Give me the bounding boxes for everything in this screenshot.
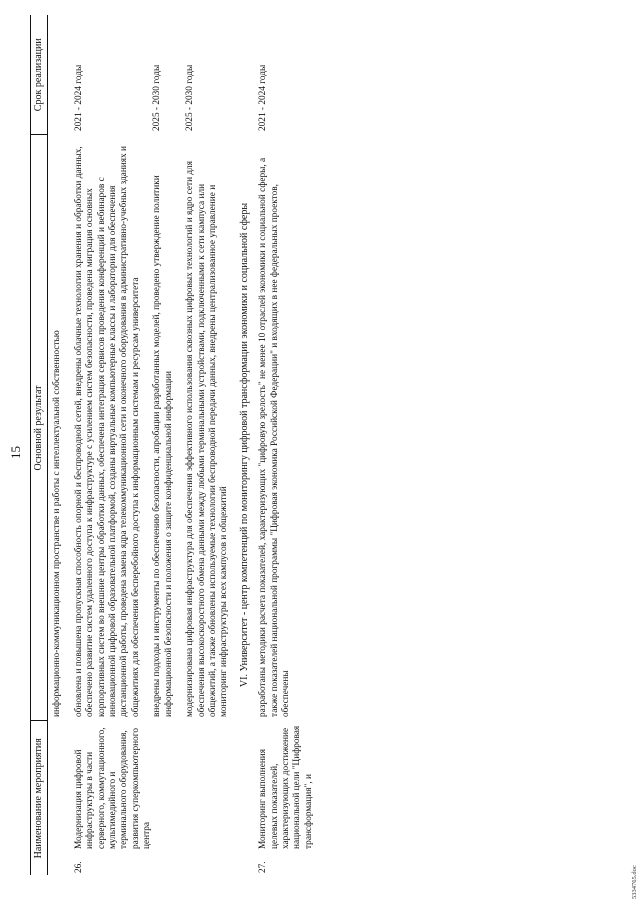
column-header-result: Основной результат <box>31 135 48 721</box>
page-number: 15 <box>8 446 23 459</box>
section-heading-row <box>237 15 254 875</box>
row-number: 26. <box>73 861 84 873</box>
period-cell: 2025 - 2030 годы <box>152 64 163 131</box>
file-name-footnote: 5334765.doc <box>631 865 638 899</box>
section-heading: VI. Университет - центр компетенций по мониторингу цифровой трансформации экономики и социальной сферы <box>238 202 250 688</box>
table-row <box>48 15 70 875</box>
result-cell: модернизирована цифровая инфраструктура для обеспечения эффективного использования сквозных цифровых технологий и ядро сети для обеспечения высокоскоростного обмена данными между любыми терминальными устройствами, подключенными к сети кампуса или общежитий, а также обновлены используемые технологии беспроводной передачи данных, внедрены централизованное управление и мониторинг инфраструктуры всех кампусов и общежитий <box>185 160 230 717</box>
result-cell: обновлена и повышена пропускная способность опорной и беспроводной сетей, внедрены облачные технологии хранения и обработки данных, обеспечено развитие систем удаленного доступа к инфраструктуре с усилением систем безопасности, проведена миграция основных корпоративных систем во внешние центры обработки данных, обеспечена интеграция сервисов проведения конференций и вебинаров с инновационной цифровой образовательной платформой, созданы виртуальные компьютерные классы и лаборатории для обеспечения дистанционной работы, проведена замена ядра телекоммуникационной сети и оконечного оборудования в административно-учебных зданиях и общежитиях для обеспечения бесперебойного доступа к информационным системам и ресурсам университета <box>73 146 141 717</box>
result-cell: информационно-коммуникационном пространстве и работы с интеллектуальной собственностью <box>52 330 63 717</box>
row-number: 27. <box>258 861 269 873</box>
table-row <box>254 15 321 875</box>
column-header-period: Срок реализации <box>31 15 48 135</box>
result-cell: внедрены подходы и инструменты по обеспечению безопасности, апробации разработанных моделей, проведено утверждение политики информационной безопасности и положения о защите конфиденциальной информации <box>152 175 174 717</box>
measure-name-cell: Мониторинг выполнения целевых показателей, характеризующих достижение национальной цели "Цифровая трансформация", и <box>258 725 314 849</box>
table-header-row <box>31 15 48 875</box>
result-cell: разработаны методики расчета показателей, характеризующих "цифровую зрелость" не менее 10 отраслей экономики и социальной сферы, а также показателей национальной программы "Цифровая экономика Российской Федерации" и входящих в нее федеральных проектов, обеспечены <box>258 157 291 717</box>
measures-table <box>30 15 321 875</box>
period-cell: 2021 - 2024 годы <box>258 64 269 131</box>
column-header-name: Наименование мероприятия <box>31 721 48 875</box>
measure-name-cell: Модернизация цифровой инфраструктуры в части серверного, коммутационного, мультимедийного и терминального оборудования, развития суперкомпьютерного центра <box>73 727 153 849</box>
period-cell: 2025 - 2030 годы <box>185 64 196 131</box>
table-row <box>70 15 149 875</box>
period-cell: 2021 - 2024 годы <box>73 64 84 131</box>
